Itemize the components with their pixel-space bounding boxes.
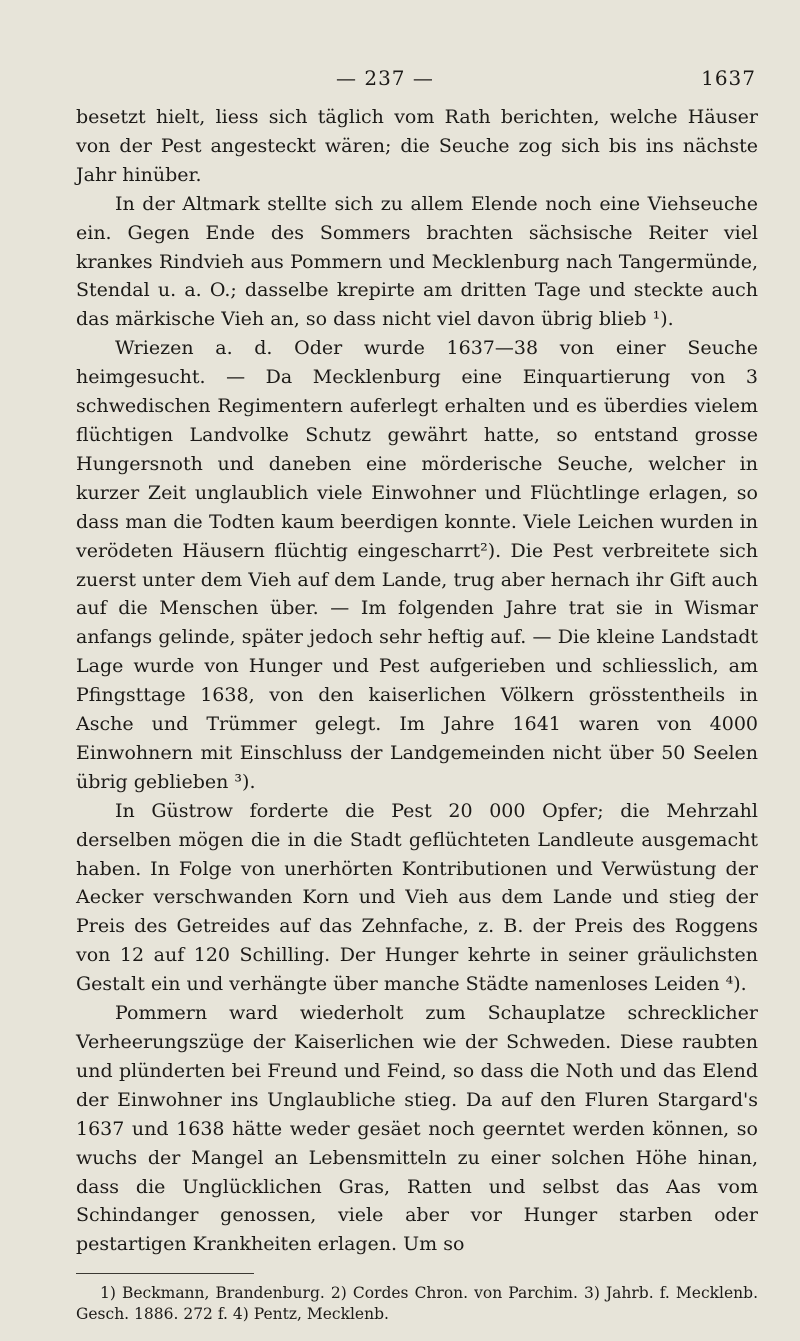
header-year: 1637 [701, 66, 756, 90]
body-text [76, 103, 758, 1259]
footnotes [76, 1283, 758, 1325]
paragraph: In Güstrow forderte die Pest 20 000 Opfer; die Mehrzahl derselben mögen die in die Stadt geflüchteten Landleute ausgemacht haben. In Folge von unerhörten Kontributionen und Verwüstung der Aecker verschwanden Korn und Vieh aus dem Lande und stieg der Preis des Getreides auf das Zehnfache, z. B. der Preis des Roggens von 12 auf 120 Schilling. Der Hunger kehrte in seiner gräulichsten Gestalt ein und verhängte über manche Städte namenloses Leiden ⁴). [76, 799, 758, 996]
paragraph: Wriezen a. d. Oder wurde 1637—38 von einer Seuche heimgesucht. — Da Mecklenburg eine Einquartierung von 3 schwedischen Regimentern auferlegt erhalten und es überdies vielem flüchtigen Landvolke Schutz gewährt hatte, so entstand grosse Hungersnoth und daneben eine mörderische Seuche, welcher in kurzer Zeit unglaublich viele Einwohner und Flüchtlinge erlagen, so dass man die Todten kaum beerdigen konnte. Viele Leichen wurden in verödeten Häusern flüchtig eingescharrt²). Die Pest verbreitete sich zuerst unter dem Vieh auf dem Lande, trug aber hernach ihr Gift auch auf die Menschen über. — Im folgenden Jahre trat sie in Wismar anfangs gelinde, später jedoch sehr heftig auf. — Die kleine Landstadt Lage wurde von Hunger und Pest aufgerieben und schliesslich, am Pfingsttage 1638, von den kaiserlichen Völkern grösstentheils in Asche und Trümmer gelegt. Im Jahre 1641 waren von 4000 Einwohnern mit Einschluss der Landgemeinden nicht über 50 Seelen übrig geblieben ³). [76, 337, 758, 793]
paragraph: In der Altmark stellte sich zu allem Elende noch eine Viehseuche ein. Gegen Ende des Sommers brachten sächsische Reiter viel krankes Rindvieh aus Pommern und Mecklenburg nach Tangermünde, Stendal u. a. O.; dasselbe krepirte am dritten Tage und steckte auch das märkische Vieh an, so dass nicht viel davon übrig blieb ¹). [76, 192, 758, 331]
footnote-text: 1) Beckmann, Brandenburg. 2) Cordes Chron. von Parchim. 3) Jahrb. f. Mecklenb. Gesch. 1886. 272 f. 4) Pentz, Mecklenb. [76, 1284, 758, 1323]
page-number: — 237 — [336, 66, 434, 90]
paragraph: Pommern ward wiederholt zum Schauplatze schrecklicher Verheerungszüge der Kaiserlichen wie der Schweden. Diese raubten und plünderten bei Freund und Feind, so dass die Noth und das Elend der Einwohner ins Unglaubliche stieg. Da auf den Fluren Stargard's 1637 und 1638 hätte weder gesäet noch geerntet werden können, so wuchs der Mangel an Lebensmitteln zu einer solchen Höhe hinan, dass die Unglücklichen Gras, Ratten und selbst das Aas vom Schindanger genossen, viele aber vor Hunger starben oder pestartigen Krankheiten erlagen. Um so [76, 1002, 758, 1256]
paragraph: besetzt hielt, liess sich täglich vom Rath berichten, welche Häuser von der Pest angesteckt wären; die Seuche zog sich bis ins nächste Jahr hinüber. [76, 106, 758, 186]
running-head [76, 66, 756, 96]
footnote-divider [76, 1273, 254, 1274]
